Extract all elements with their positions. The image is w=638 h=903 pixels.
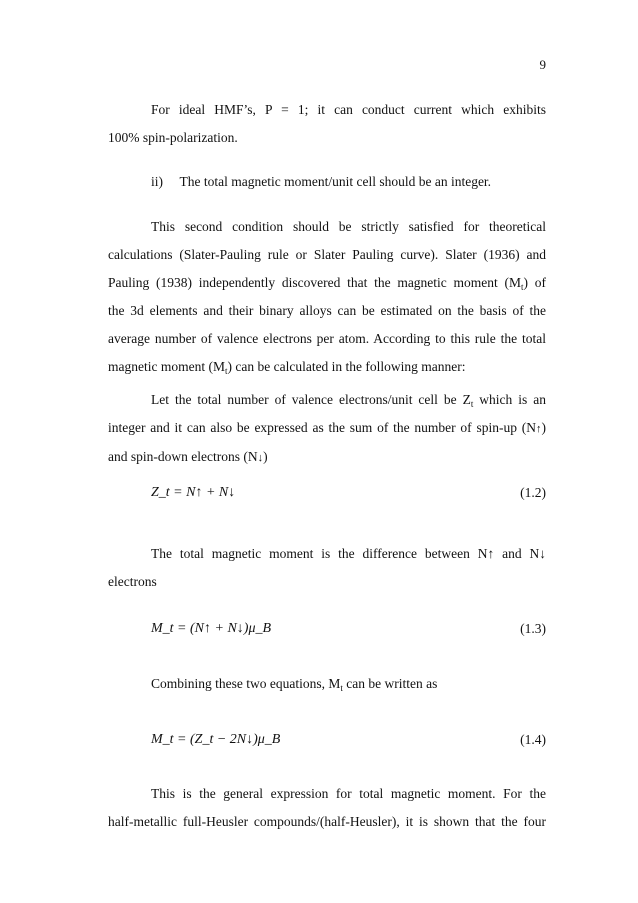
equation-number: (1.3) (520, 621, 546, 636)
equation-1-3 (151, 618, 546, 640)
text-line: calculations (Slater-Pauling rule or Slater Pauling curve). Slater (1936) and (108, 247, 546, 262)
text-line: electrons (108, 574, 157, 589)
paragraph-hmf (108, 96, 546, 152)
text-line: This is the general expression for total magnetic moment. For the (151, 786, 546, 801)
paragraph-combining: Combining these two equations, $M_t$ can be written as (151, 676, 438, 693)
list-item-label: ii) (151, 174, 163, 189)
equation-expression: Z_t = N↑ + N↓ (151, 485, 236, 500)
text-line: Pauling (1938) independently discovered that the magnetic moment $(M_t)$ of (108, 275, 547, 292)
text-line: Let the total number of valence electrons/unit cell be $Z_t$ which is an (151, 392, 546, 409)
text-line: The total magnetic moment is the difference between N↑ and N↓ (151, 546, 546, 561)
equation-1-4 (151, 729, 546, 751)
equation-expression: M_t = (Z_t − 2N↓)μ_B (151, 732, 281, 747)
equation-1-2 (151, 482, 546, 504)
text-line: 100% spin-polarization. (108, 130, 238, 145)
text-line: the 3d elements and their binary alloys can be estimated on the basis of the (108, 303, 546, 318)
paragraph-valence-electrons (108, 386, 546, 472)
text-line: magnetic moment $(M_t)$ can be calculated in the following manner: (108, 359, 466, 376)
page-number: 9 (539, 57, 546, 72)
text-line: half-metallic full-Heusler compounds/(half-Heusler), it is shown that the four (108, 814, 546, 829)
paragraph-moment-difference (108, 540, 546, 596)
text-line: integer and it can also be expressed as the sum of the number of spin-up (N↑) (108, 420, 546, 435)
list-item (151, 168, 546, 196)
paragraph-slater-pauling (108, 213, 546, 381)
equation-number: (1.4) (520, 732, 546, 747)
equation-expression: M_t = (N↑ + N↓)μ_B (151, 621, 272, 636)
text-line: and spin-down electrons (N↓) (108, 449, 268, 464)
paragraph-general-expression (108, 780, 546, 836)
list-item-text: The total magnetic moment/unit cell should be an integer. (179, 174, 492, 189)
text-line: For ideal HMF’s, P = 1; it can conduct current which exhibits (151, 102, 546, 117)
text-line: This second condition should be strictly satisfied for theoretical (151, 219, 546, 234)
equation-number: (1.2) (520, 485, 546, 500)
text-line: average number of valence electrons per atom. According to this rule the total (108, 331, 546, 346)
